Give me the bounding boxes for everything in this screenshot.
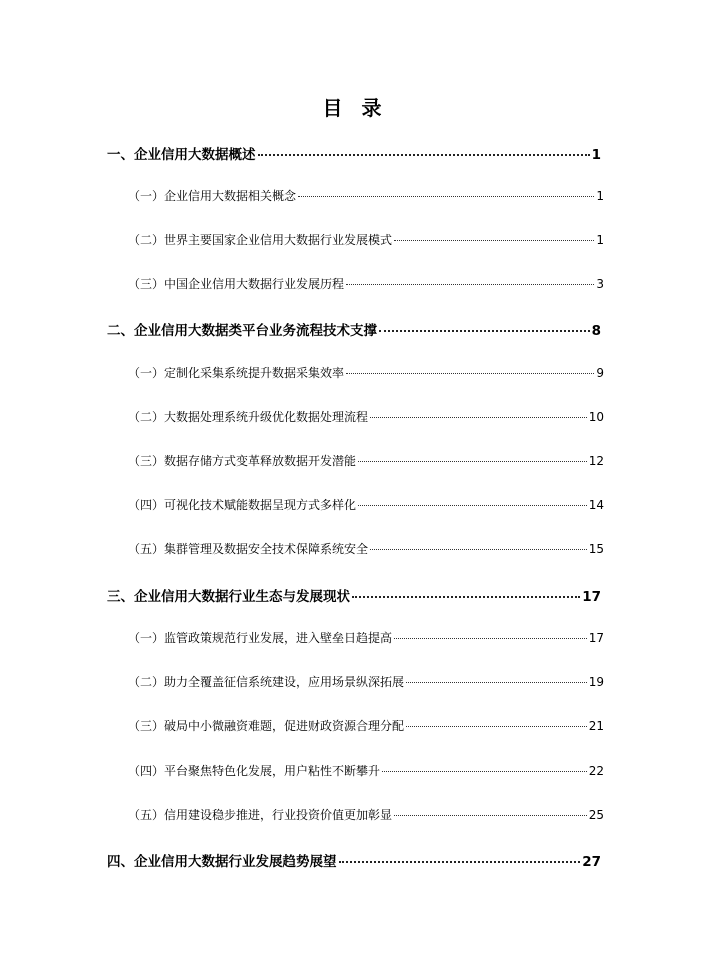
toc-entry-2-4[interactable]: [128, 496, 604, 513]
toc-entry-3-3[interactable]: [128, 717, 604, 734]
toc-entry-number: 一、: [107, 147, 134, 163]
toc-entry-2[interactable]: [107, 319, 601, 339]
toc-entry-page: 17: [582, 589, 601, 605]
toc-entry-page: 1: [596, 189, 604, 203]
toc-entry-number: （三）: [128, 719, 165, 733]
toc-entry-4[interactable]: [107, 850, 601, 870]
toc-entry-page: 19: [588, 675, 604, 689]
toc-entry-3-5[interactable]: [128, 806, 604, 823]
toc-entry-label: 企业信用大数据类平台业务流程技术支撑: [134, 323, 377, 339]
toc-entry-label: 破局中小微融资难题，促进财政资源合理分配: [164, 719, 405, 733]
toc-entry-page: 21: [588, 719, 604, 733]
dot-leader: [394, 815, 587, 816]
toc-entry-label: 企业信用大数据相关概念: [164, 189, 297, 203]
toc-entry-number: 四、: [107, 854, 134, 870]
toc-entry-page: 25: [588, 808, 604, 822]
toc-entry-3-1[interactable]: [128, 629, 604, 646]
dot-leader: [382, 771, 587, 772]
dot-leader: [258, 154, 590, 156]
toc-entry-number: （五）: [128, 808, 165, 822]
toc-entry-page: 22: [588, 764, 604, 778]
toc-entry-label: 集群管理及数据安全技术保障系统安全: [164, 542, 369, 556]
toc-entry-number: （一）: [128, 366, 165, 380]
toc-entry-label: 企业信用大数据行业发展趋势展望: [134, 854, 337, 870]
toc-entry-number: （五）: [128, 542, 165, 556]
toc-entry-1-3[interactable]: [128, 275, 604, 292]
toc-entry-3-2[interactable]: [128, 673, 604, 690]
toc-entry-number: （一）: [128, 631, 165, 645]
dot-leader: [394, 638, 587, 639]
dot-leader: [352, 596, 580, 598]
dot-leader: [346, 284, 594, 285]
page-title: 目 录: [322, 96, 388, 120]
toc-entry-number: （二）: [128, 675, 165, 689]
toc-entry-number: （一）: [128, 189, 165, 203]
toc-entry-label: 企业信用大数据概述: [134, 147, 256, 163]
toc-entry-number: （三）: [128, 277, 165, 291]
toc-entry-page: 3: [596, 277, 604, 291]
dot-leader: [370, 549, 587, 550]
dot-leader: [358, 461, 587, 462]
toc-entry-label: 信用建设稳步推进，行业投资价值更加彰显: [164, 808, 393, 822]
dot-leader: [298, 196, 594, 197]
toc-entry-label: 中国企业信用大数据行业发展历程: [164, 277, 345, 291]
toc-entry-page: 15: [588, 542, 604, 556]
toc-entry-3-4[interactable]: [128, 762, 604, 779]
toc-entry-label: 助力全覆盖征信系统建设，应用场景纵深拓展: [164, 675, 405, 689]
toc-entry-label: 大数据处理系统升级优化数据处理流程: [164, 410, 369, 424]
toc-entry-page: 27: [582, 854, 601, 870]
dot-leader: [358, 505, 587, 506]
toc-entry-label: 定制化采集系统提升数据采集效率: [164, 366, 345, 380]
toc-entry-label: 世界主要国家企业信用大数据行业发展模式: [164, 233, 393, 247]
toc-entry-label: 监管政策规范行业发展，进入壁垒日趋提高: [164, 631, 393, 645]
toc-entry-label: 可视化技术赋能数据呈现方式多样化: [164, 498, 357, 512]
toc-entry-1-2[interactable]: [128, 231, 604, 248]
toc-entry-number: 三、: [107, 589, 134, 605]
toc-entry-2-5[interactable]: [128, 540, 604, 557]
toc-entry-page: 17: [588, 631, 604, 645]
toc-entry-page: 1: [596, 233, 604, 247]
toc-entry-1-1[interactable]: [128, 187, 604, 204]
toc-entry-page: 1: [591, 147, 601, 163]
toc-entry-page: 8: [591, 323, 601, 339]
toc-entry-page: 10: [588, 410, 604, 424]
toc-entry-page: 9: [596, 366, 604, 380]
toc-entry-label: 数据存储方式变革释放数据开发潜能: [164, 454, 357, 468]
toc-entry-page: 14: [588, 498, 604, 512]
toc-entry-label: 平台聚焦特色化发展，用户粘性不断攀升: [164, 764, 381, 778]
dot-leader: [406, 682, 587, 683]
dot-leader: [346, 373, 594, 374]
toc-entry-2-3[interactable]: [128, 452, 604, 469]
toc-entry-page: 12: [588, 454, 604, 468]
toc-entry-label: 企业信用大数据行业生态与发展现状: [134, 589, 350, 605]
toc-entry-2-2[interactable]: [128, 408, 604, 425]
dot-leader: [394, 240, 594, 241]
dot-leader: [379, 330, 590, 332]
toc-entry-3[interactable]: [107, 585, 601, 605]
toc-entry-number: （二）: [128, 233, 165, 247]
dot-leader: [370, 417, 587, 418]
toc-entry-2-1[interactable]: [128, 364, 604, 381]
dot-leader: [406, 726, 587, 727]
toc-entry-number: 二、: [107, 323, 134, 339]
toc-entry-number: （四）: [128, 498, 165, 512]
toc-entry-1[interactable]: [107, 143, 601, 163]
dot-leader: [339, 861, 581, 863]
toc-entry-number: （二）: [128, 410, 165, 424]
toc-entry-number: （三）: [128, 454, 165, 468]
toc-entry-number: （四）: [128, 764, 165, 778]
